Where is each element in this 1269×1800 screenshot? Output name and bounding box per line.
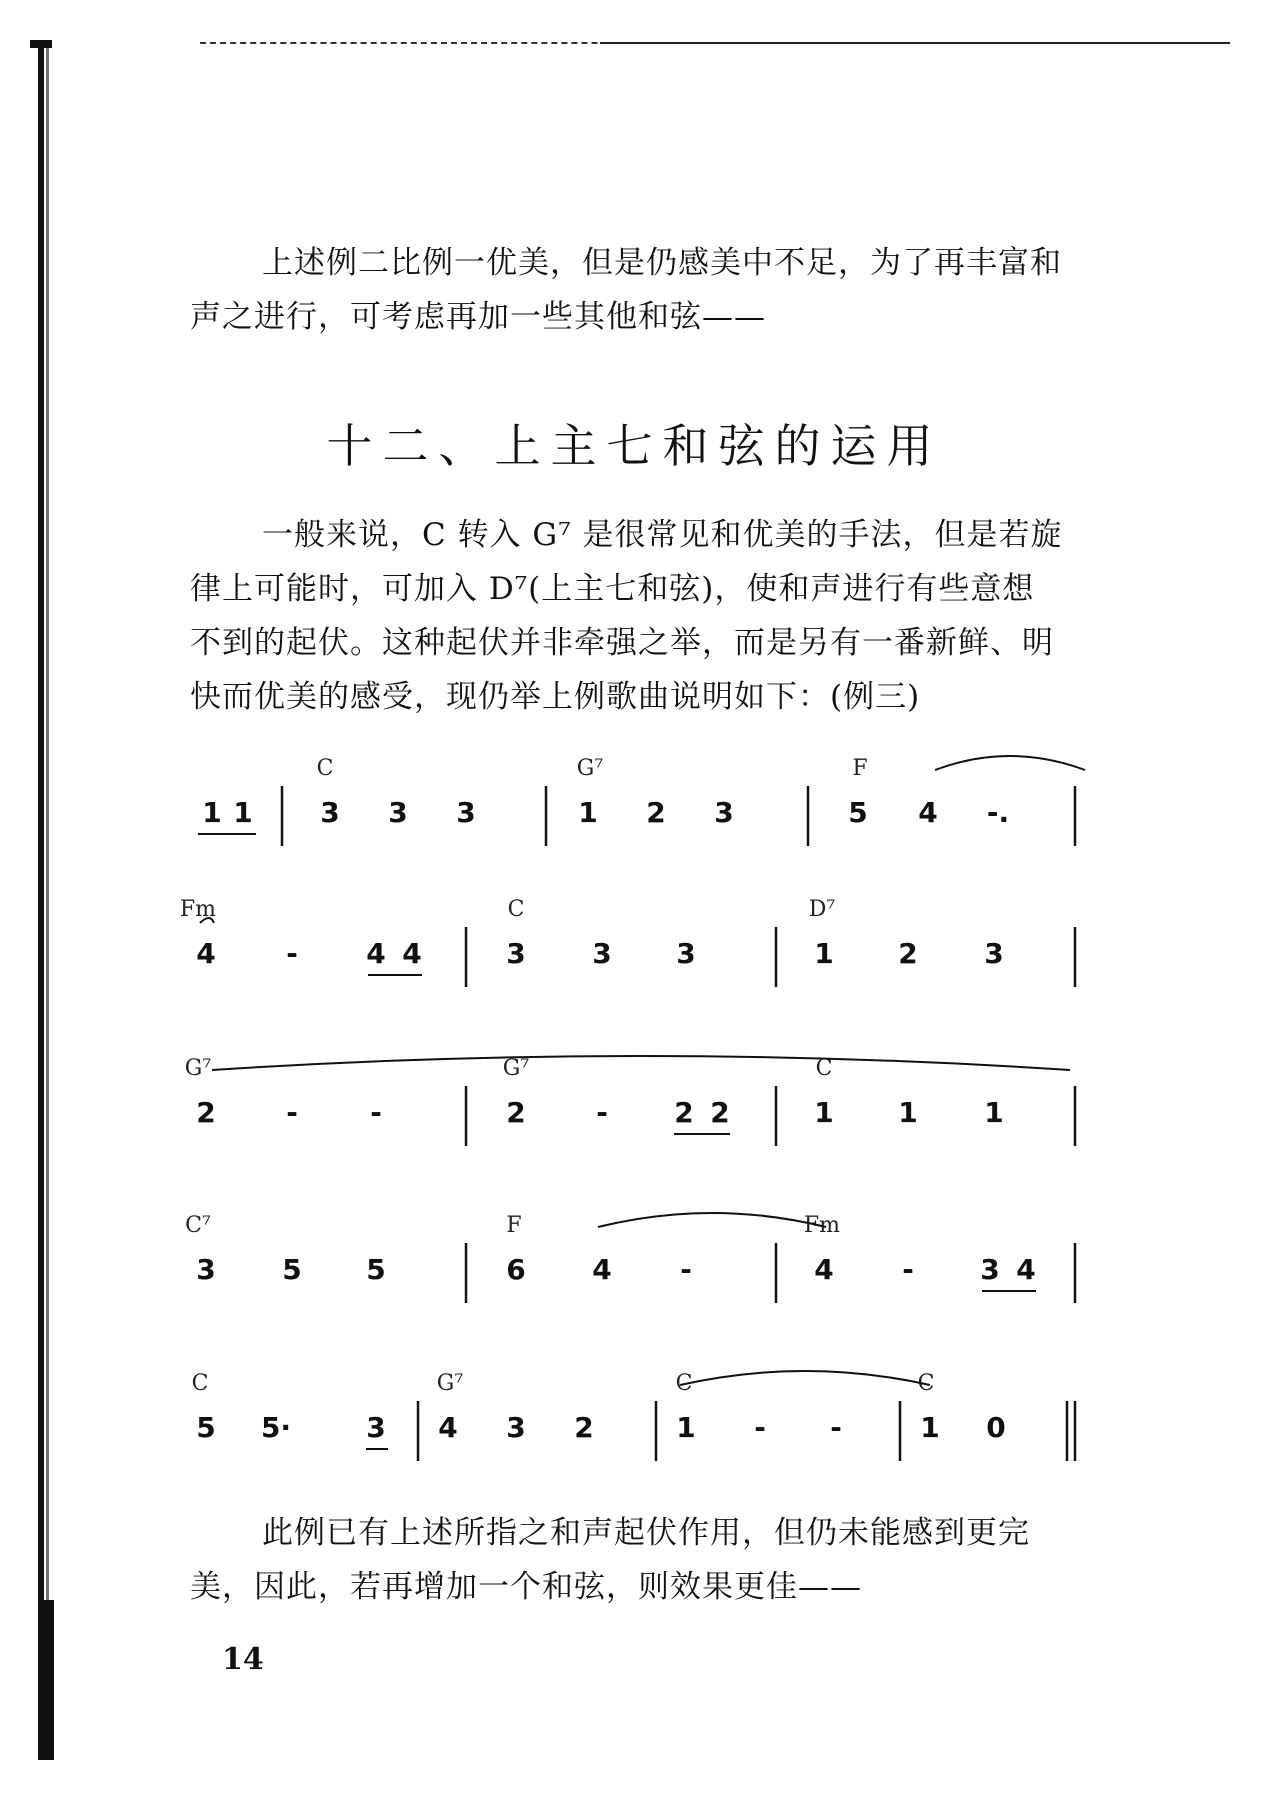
jianpu-note: 5· [260, 1411, 292, 1444]
jianpu-note: 2 [196, 1096, 216, 1129]
jianpu-note: 5 [366, 1253, 386, 1286]
chord-symbol: G⁷ [576, 756, 604, 781]
jianpu-note: 3 [592, 937, 612, 970]
jianpu-note: 3 [984, 937, 1004, 970]
jianpu-note: 4 [438, 1411, 458, 1444]
jianpu-note: 4 [814, 1253, 834, 1286]
jianpu-note: 4 [592, 1253, 612, 1286]
jianpu-note: 2 [506, 1096, 526, 1129]
body-line-4: 快而优美的感受，现仍举上例歌曲说明如下：(例三) [190, 679, 921, 715]
jianpu-note: -. [986, 796, 1010, 829]
body-line-2: 律上可能时，可加入 D⁷(上主七和弦)，使和声进行有些意想 [190, 571, 1035, 607]
slur-mark [598, 1213, 826, 1227]
slur-mark [935, 756, 1085, 770]
jianpu-note: 2 [710, 1096, 730, 1129]
chord-symbol: G⁷ [502, 1056, 530, 1081]
chord-symbol: C⁷ [185, 1213, 211, 1238]
closing-line-1: 此例已有上述所指之和声起伏作用，但仍未能感到更完 [262, 1515, 1030, 1551]
chord-symbol: Fm [803, 1213, 841, 1238]
jianpu-note: 2 [898, 937, 918, 970]
body-line-3: 不到的起伏。这种起伏并非牵强之举，而是另有一番新鲜、明 [190, 625, 1054, 661]
jianpu-note: 2 [674, 1096, 694, 1129]
jianpu-note: 5 [282, 1253, 302, 1286]
closing-paragraph [190, 1506, 1090, 1614]
jianpu-note: 3 [714, 796, 734, 829]
slur-mark [212, 1056, 1070, 1070]
jianpu-note: 0 [986, 1411, 1006, 1444]
closing-line-2: 美，因此，若再增加一个和弦，则效果更佳—— [190, 1569, 862, 1605]
jianpu-note: 1 [202, 796, 222, 829]
jianpu-note: 4 [918, 796, 938, 829]
chord-symbol: C [675, 1371, 693, 1396]
slur-mark [680, 1371, 930, 1385]
intro-line-2: 声之进行，可考虑再加一些其他和弦—— [190, 299, 766, 335]
chord-symbol: G⁷ [436, 1371, 464, 1396]
jianpu-note: 4 [366, 937, 386, 970]
jianpu-note: 1 [814, 937, 834, 970]
jianpu-note: - [596, 1096, 608, 1129]
jianpu-note: - [286, 937, 298, 970]
jianpu-note: 1 [814, 1096, 834, 1129]
jianpu-note: - [830, 1411, 842, 1444]
jianpu-note: - [902, 1253, 914, 1286]
jianpu-note: - [680, 1253, 692, 1286]
jianpu-note: - [370, 1096, 382, 1129]
page-number: 14 [222, 1642, 264, 1677]
jianpu-note: 3 [196, 1253, 216, 1286]
jianpu-note: 3 [506, 937, 526, 970]
chord-symbol: C [191, 1371, 209, 1396]
jianpu-note: 4 [1016, 1253, 1036, 1286]
jianpu-note: 5 [196, 1411, 216, 1444]
chord-symbol: F [506, 1213, 522, 1238]
jianpu-note: 1 [898, 1096, 918, 1129]
section-title: 十二、上主七和弦的运用 [326, 419, 943, 473]
jianpu-note: 3 [366, 1411, 386, 1444]
jianpu-note: - [754, 1411, 766, 1444]
jianpu-note: 6 [506, 1253, 526, 1286]
jianpu-note: 3 [320, 796, 340, 829]
chord-symbol: F [852, 756, 868, 781]
chord-symbol: D⁷ [808, 897, 836, 922]
chord-symbol: C [815, 1056, 833, 1081]
jianpu-note: 3 [456, 796, 476, 829]
jianpu-note: 3 [676, 937, 696, 970]
jianpu-note: 3 [388, 796, 408, 829]
jianpu-note: 1 [578, 796, 598, 829]
jianpu-note: 5 [848, 796, 868, 829]
jianpu-note: 1 [984, 1096, 1004, 1129]
jianpu-note: 1 [233, 796, 253, 829]
jianpu-note: 3 [980, 1253, 1000, 1286]
jianpu-note: - [286, 1096, 298, 1129]
intro-line-1: 上述例二比例一优美，但是仍感美中不足，为了再丰富和 [262, 245, 1062, 281]
chord-symbol: C [917, 1371, 935, 1396]
body-line-1: 一般来说，C 转入 G⁷ 是很常见和优美的手法，但是若旋 [262, 517, 1063, 553]
jianpu-note: 1 [676, 1411, 696, 1444]
jianpu-note: 2 [646, 796, 666, 829]
jianpu-note: 2 [574, 1411, 594, 1444]
jianpu-note: 3 [506, 1411, 526, 1444]
chord-symbol: Fm [179, 897, 217, 922]
chord-symbol: C [316, 756, 334, 781]
jianpu-note: 1 [920, 1411, 940, 1444]
chord-symbol: G⁷ [184, 1056, 212, 1081]
jianpu-note: 4 [402, 937, 422, 970]
jianpu-note: 4 [196, 937, 216, 970]
chord-symbol: C [507, 897, 525, 922]
